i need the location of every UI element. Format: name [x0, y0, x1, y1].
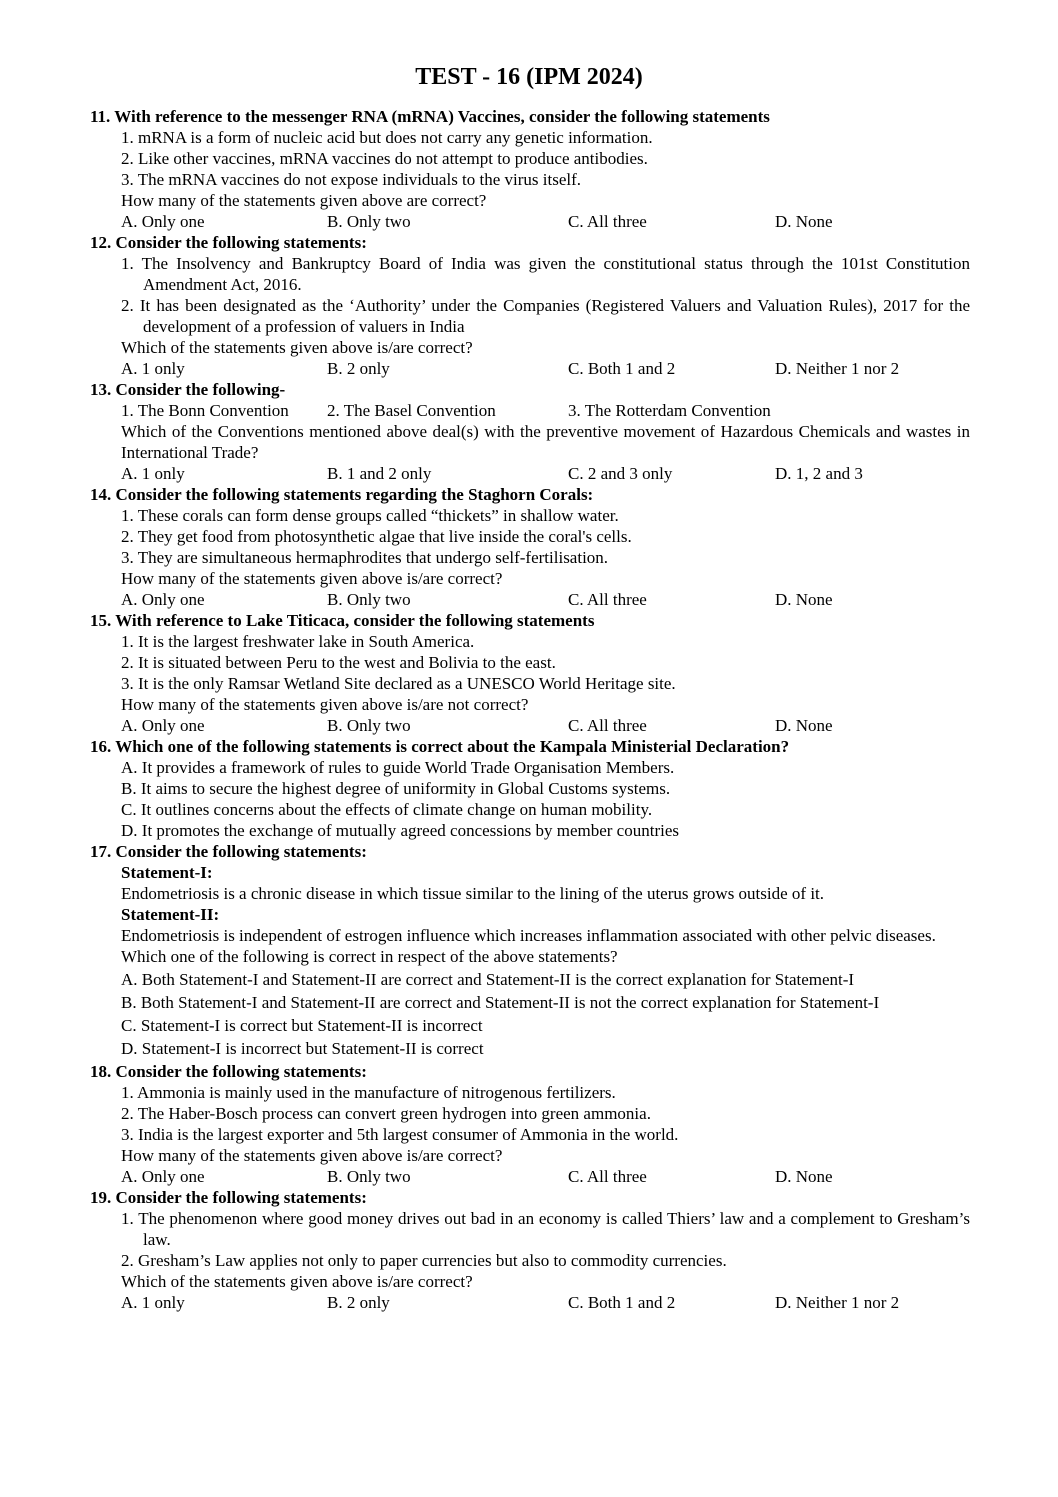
question-prompt: Which of the statements given above is/are correct?	[121, 338, 473, 357]
question-heading: 14. Consider the following statements regarding the Staghorn Corals:	[90, 485, 594, 504]
option-a: A. 1 only	[121, 359, 185, 378]
question-prompt: How many of the statements given above is/are correct?	[121, 569, 503, 588]
question-17	[90, 841, 970, 1059]
statement: 3. It is the only Ramsar Wetland Site declared as a UNESCO World Heritage site.	[121, 674, 676, 693]
option-b: B. Both Statement-I and Statement-II are correct and Statement-II is not the correct explanation for Statement-I	[121, 993, 880, 1012]
option-d: D. Statement-I is incorrect but Statement-II is correct	[121, 1039, 484, 1058]
option-c: C. Both 1 and 2	[568, 1293, 676, 1312]
question-12	[90, 232, 970, 379]
question-prompt: How many of the statements given above are correct?	[121, 191, 487, 210]
option-b: B. Only two	[327, 716, 411, 735]
answer-options	[90, 715, 970, 736]
option-c: C. All three	[568, 1167, 647, 1186]
statement: 2. It is situated between Peru to the west and Bolivia to the east.	[121, 653, 556, 672]
question-prompt: Which of the statements given above is/are correct?	[121, 1272, 473, 1291]
answer-options	[90, 211, 970, 232]
convention-list	[90, 400, 970, 421]
question-11	[90, 106, 970, 232]
question-16	[90, 736, 970, 841]
statement: 1. These corals can form dense groups called “thickets” in shallow water.	[121, 506, 619, 525]
question-list	[90, 106, 970, 1313]
convention-item: 1. The Bonn Convention	[121, 401, 289, 420]
option-a: A. It provides a framework of rules to guide World Trade Organisation Members.	[121, 758, 675, 777]
option-c: C. All three	[568, 212, 647, 231]
option-c: C. All three	[568, 590, 647, 609]
option-c: C. Statement-I is correct but Statement-II is incorrect	[121, 1016, 483, 1035]
option-b: B. 2 only	[327, 1293, 390, 1312]
option-b: B. It aims to secure the highest degree of uniformity in Global Customs systems.	[121, 779, 671, 798]
option-b: B. 1 and 2 only	[327, 464, 432, 483]
question-prompt: How many of the statements given above is/are not correct?	[121, 695, 529, 714]
option-b: B. Only two	[327, 212, 411, 231]
statement: 3. India is the largest exporter and 5th largest consumer of Ammonia in the world.	[121, 1125, 679, 1144]
question-prompt: Which of the Conventions mentioned above deal(s) with the preventive movement of Hazardous Chemicals and wastes in International Trade?	[121, 422, 970, 462]
question-15	[90, 610, 970, 736]
question-18	[90, 1061, 970, 1187]
statement: 3. They are simultaneous hermaphrodites that undergo self-fertilisation.	[121, 548, 609, 567]
question-heading: 11. With reference to the messenger RNA (mRNA) Vaccines, consider the following statements	[90, 107, 770, 126]
option-d: D. None	[775, 590, 833, 609]
answer-options	[90, 589, 970, 610]
statement: 2. They get food from photosynthetic algae that live inside the coral's cells.	[121, 527, 632, 546]
option-d: D. Neither 1 nor 2	[775, 359, 900, 378]
option-d: D. None	[775, 1167, 833, 1186]
question-14	[90, 484, 970, 610]
question-heading: 13. Consider the following-	[90, 380, 286, 399]
question-prompt: How many of the statements given above is/are correct?	[121, 1146, 503, 1165]
option-a: A. 1 only	[121, 464, 185, 483]
convention-item: 2. The Basel Convention	[327, 401, 496, 420]
option-a: A. Only one	[121, 590, 205, 609]
statement: Endometriosis is a chronic disease in which tissue similar to the lining of the uterus grows outside of it.	[121, 884, 825, 903]
statement: 1. The Insolvency and Bankruptcy Board of India was given the constitutional status through the 101st Constitution Amendment Act, 2016.	[121, 254, 970, 294]
option-b: B. 2 only	[327, 359, 390, 378]
option-d: D. It promotes the exchange of mutually agreed concessions by member countries	[121, 821, 679, 840]
answer-options	[90, 1292, 970, 1313]
question-19	[90, 1187, 970, 1313]
convention-item: 3. The Rotterdam Convention	[568, 401, 771, 420]
statement: 2. It has been designated as the ‘Authority’ under the Companies (Registered Valuers and Valuation Rules), 2017 for the development of a profession of valuers in India	[121, 296, 970, 336]
answer-options	[90, 463, 970, 484]
option-d: D. None	[775, 212, 833, 231]
question-heading: 12. Consider the following statements:	[90, 233, 367, 252]
option-a: A. Both Statement-I and Statement-II are correct and Statement-II is the correct explanation for Statement-I	[121, 970, 855, 989]
statement: 1. The phenomenon where good money drives out bad in an economy is called Thiers’ law and a complement to Gresham’s law.	[121, 1209, 970, 1249]
answer-options	[90, 358, 970, 379]
question-heading: 18. Consider the following statements:	[90, 1062, 367, 1081]
statement: 1. Ammonia is mainly used in the manufacture of nitrogenous fertilizers.	[121, 1083, 616, 1102]
question-13	[90, 379, 970, 484]
option-c: C. Both 1 and 2	[568, 359, 676, 378]
option-a: A. 1 only	[121, 1293, 185, 1312]
statement-label: Statement-I:	[121, 863, 213, 882]
answer-options	[90, 1166, 970, 1187]
option-c: C. All three	[568, 716, 647, 735]
option-b: B. Only two	[327, 590, 411, 609]
statement: 3. The mRNA vaccines do not expose individuals to the virus itself.	[121, 170, 582, 189]
statement: 2. Like other vaccines, mRNA vaccines do not attempt to produce antibodies.	[121, 149, 648, 168]
option-a: A. Only one	[121, 212, 205, 231]
statement: Endometriosis is independent of estrogen influence which increases inflammation associated with other pelvic diseases.	[121, 926, 936, 945]
question-prompt: Which one of the following is correct in respect of the above statements?	[121, 947, 618, 966]
statement: 1. It is the largest freshwater lake in South America.	[121, 632, 475, 651]
question-heading: 17. Consider the following statements:	[90, 842, 367, 861]
option-a: A. Only one	[121, 716, 205, 735]
option-d: D. None	[775, 716, 833, 735]
option-d: D. 1, 2 and 3	[775, 464, 863, 483]
page-title: TEST - 16 (IPM 2024)	[415, 64, 643, 90]
question-heading: 15. With reference to Lake Titicaca, consider the following statements	[90, 611, 595, 630]
statement: 2. The Haber-Bosch process can convert green hydrogen into green ammonia.	[121, 1104, 651, 1123]
statement: 2. Gresham’s Law applies not only to paper currencies but also to commodity currencies.	[121, 1251, 727, 1270]
question-heading: 16. Which one of the following statements is correct about the Kampala Ministerial Declaration?	[90, 737, 790, 756]
option-d: D. Neither 1 nor 2	[775, 1293, 900, 1312]
question-heading: 19. Consider the following statements:	[90, 1188, 367, 1207]
statement-label: Statement-II:	[121, 905, 220, 924]
option-b: B. Only two	[327, 1167, 411, 1186]
option-a: A. Only one	[121, 1167, 205, 1186]
statement: 1. mRNA is a form of nucleic acid but does not carry any genetic information.	[121, 128, 653, 147]
option-c: C. It outlines concerns about the effects of climate change on human mobility.	[121, 800, 653, 819]
option-c: C. 2 and 3 only	[568, 464, 673, 483]
